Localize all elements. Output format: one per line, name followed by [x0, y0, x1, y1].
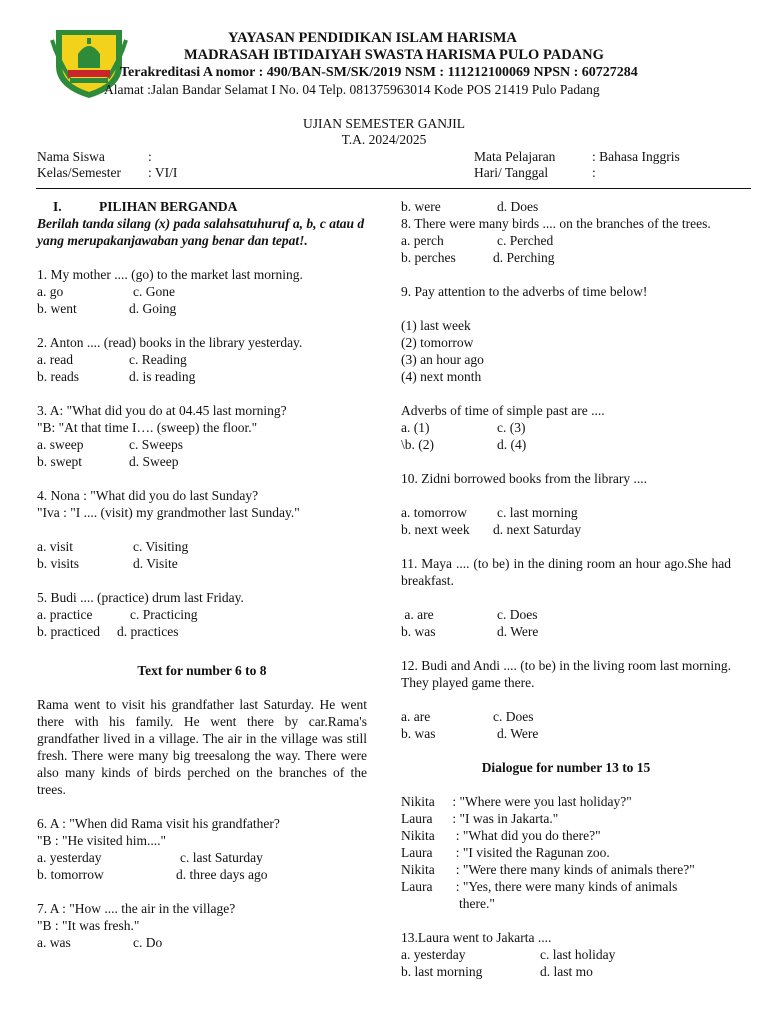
- class-value: : VI/I: [148, 165, 178, 180]
- option[interactable]: c. last morning: [497, 505, 578, 520]
- day-label: Hari/ Tanggal: [474, 165, 549, 180]
- option[interactable]: d. Going: [129, 301, 177, 316]
- option[interactable]: c. Gone: [133, 284, 175, 299]
- dialogue-heading: Dialogue for number 13 to 15: [481, 760, 651, 775]
- foundation-name: YAYASAN PENDIDIKAN ISLAM HARISMA: [228, 30, 517, 46]
- option[interactable]: a. yesterday: [401, 947, 466, 962]
- option[interactable]: c. Practicing: [130, 607, 198, 622]
- dialogue-line: Laura : "I visited the Ragunan zoo.: [401, 845, 610, 860]
- option[interactable]: a. are: [401, 607, 434, 622]
- divider-line: [36, 188, 751, 189]
- school-name: MADRASAH IBTIDAIYAH SWASTA HARISMA PULO PADANG: [184, 47, 604, 63]
- option[interactable]: c. Sweeps: [129, 437, 183, 452]
- option[interactable]: b. was: [401, 624, 436, 639]
- school-header: [0, 26, 768, 106]
- dialogue-line: Nikita : "Where were you last holiday?": [401, 794, 632, 809]
- reading-passage: Rama went to visit his grandfather last Saturday. He went there with his family. He went there by car.Rama's grandfather lived in a village. The air in the village was still fresh. There were many big treesalong the way. There were also many kinds of birds perched on the branches of the trees.: [37, 697, 367, 797]
- option[interactable]: a. yesterday: [37, 850, 102, 865]
- option[interactable]: a. tomorrow: [401, 505, 467, 520]
- dialogue-line: Laura : "I was in Jakarta.": [401, 811, 559, 826]
- class-label: Kelas/Semester: [37, 165, 121, 180]
- option[interactable]: b. last morning: [401, 964, 483, 979]
- question-11: 11. Maya .... (to be) in the dining room an hour ago.She had breakfast. a. are c. Does b. was d. Were: [401, 556, 731, 639]
- option[interactable]: b. visits: [37, 556, 80, 571]
- text-heading: Text for number 6 to 8: [137, 663, 267, 678]
- subject-value: : Bahasa Inggris: [592, 149, 680, 164]
- name-field[interactable]: :: [148, 149, 152, 164]
- option[interactable]: b. tomorrow: [37, 867, 104, 882]
- option[interactable]: d. next Saturday: [493, 522, 582, 537]
- option[interactable]: d. Does: [497, 199, 539, 214]
- option[interactable]: c. Visiting: [133, 539, 189, 554]
- dialogue: [401, 793, 731, 912]
- question-9: 9. Pay attention to the adverbs of time below! (1) last week (2) tomorrow (3) an hour ago (4) next month Adverbs of time of simple past are .... a. (1) c. (3) \b. (2) d. (4): [401, 284, 648, 452]
- option[interactable]: a. perch: [401, 233, 444, 248]
- option[interactable]: b. swept: [37, 454, 82, 469]
- option[interactable]: \b. (2): [401, 437, 434, 452]
- question-13: 13.Laura went to Jakarta .... a. yesterday c. last holiday b. last morning d. last mo: [401, 930, 616, 979]
- address-line: Alamat :Jalan Bandar Selamat I No. 04 Telp. 081375963014 Kode POS 21419 Pulo Padang: [104, 82, 600, 97]
- option[interactable]: d. Perching: [493, 250, 555, 265]
- subject-label: Mata Pelajaran: [474, 149, 556, 164]
- option[interactable]: d. practices: [117, 624, 179, 639]
- section-heading: I. PILIHAN BERGANDA: [53, 199, 238, 214]
- instruction: Berilah tanda silang (x) pada salahsatuhuruf a, b, c atau d yang merupakanjawaban yang benar dan tepat!.: [37, 216, 365, 248]
- exam-title: UJIAN SEMESTER GANJIL: [303, 116, 465, 131]
- option[interactable]: d. is reading: [129, 369, 196, 384]
- option[interactable]: c. Does: [493, 709, 534, 724]
- option[interactable]: c. last Saturday: [180, 850, 263, 865]
- option[interactable]: d. three days ago: [176, 867, 268, 882]
- question-7-continued: [401, 198, 731, 266]
- left-column: [37, 198, 367, 951]
- question-2: 2. Anton .... (read) books in the library yesterday. a. read c. Reading b. reads d. is reading: [37, 335, 303, 384]
- option[interactable]: d. Were: [497, 624, 539, 639]
- dialogue-line: Laura : "Yes, there were many kinds of animals: [401, 879, 678, 894]
- option[interactable]: c. Does: [497, 607, 538, 622]
- option[interactable]: a. was: [37, 935, 71, 950]
- question-3: 3. A: "What did you do at 04.45 last morning? "B: "At that time I…. (sweep) the floor." a. sweep c. Sweeps b. swept d. Sweep: [37, 403, 287, 469]
- option[interactable]: b. went: [37, 301, 77, 316]
- question-7: 7. A : "How .... the air in the village? "B : "It was fresh." a. was c. Do: [37, 901, 236, 950]
- option[interactable]: b. next week: [401, 522, 470, 537]
- option[interactable]: a. visit: [37, 539, 73, 554]
- option[interactable]: b. reads: [37, 369, 79, 384]
- option[interactable]: b. practiced: [37, 624, 100, 639]
- option[interactable]: a. sweep: [37, 437, 84, 452]
- option[interactable]: d. Were: [497, 726, 539, 741]
- option[interactable]: c. Perched: [497, 233, 554, 248]
- dialogue-line: Nikita : "What did you do there?": [401, 828, 601, 843]
- option[interactable]: b. perches: [401, 250, 456, 265]
- option[interactable]: d. (4): [497, 437, 527, 452]
- option[interactable]: c. Reading: [129, 352, 187, 367]
- option[interactable]: a. (1): [401, 420, 430, 435]
- accreditation-line: Terakreditasi A nomor : 490/BAN-SM/SK/2019 NSM : 111212100069 NPSN : 60727284: [120, 65, 638, 80]
- question-10: 10. Zidni borrowed books from the library .... a. tomorrow c. last morning b. next week d. next Saturday: [401, 471, 647, 537]
- question-1: 1. My mother .... (go) to the market last morning. a. go c. Gone b. went d. Going: [37, 267, 303, 316]
- day-field[interactable]: :: [592, 165, 596, 180]
- dialogue-line: Nikita : "Were there many kinds of animals there?": [401, 862, 695, 877]
- option[interactable]: a. read: [37, 352, 73, 367]
- question-5: 5. Budi .... (practice) drum last Friday. a. practice c. Practicing b. practiced d. practices: [37, 590, 244, 639]
- option[interactable]: c. last holiday: [540, 947, 616, 962]
- right-column: [401, 198, 731, 980]
- option[interactable]: a. go: [37, 284, 64, 299]
- dialogue-line: there.": [459, 896, 495, 911]
- option[interactable]: a. are: [401, 709, 431, 724]
- option[interactable]: b. were: [401, 199, 441, 214]
- option[interactable]: c. Do: [133, 935, 163, 950]
- question-12: 12. Budi and Andi .... (to be) in the living room last morning. They played game there. a. are c. Does b. was d. Were: [401, 658, 731, 741]
- question-6: 6. A : "When did Rama visit his grandfather? "B : "He visited him...." a. yesterday c. last Saturday b. tomorrow d. three days ago: [37, 816, 280, 882]
- question-8: 8. There were many birds .... on the branches of the trees.: [401, 216, 711, 231]
- option[interactable]: d. Sweep: [129, 454, 179, 469]
- option[interactable]: a. practice: [37, 607, 93, 622]
- option[interactable]: c. (3): [497, 420, 526, 435]
- exam-year: T.A. 2024/2025: [341, 132, 427, 147]
- option[interactable]: d. last mo: [540, 964, 593, 979]
- option[interactable]: b. was: [401, 726, 436, 741]
- question-4: 4. Nona : "What did you do last Sunday? "Iva : "I .... (visit) my grandmother last Sunday." a. visit c. Visiting b. visits d. Visite: [37, 488, 300, 571]
- name-label: Nama Siswa: [37, 149, 105, 164]
- option[interactable]: d. Visite: [133, 556, 178, 571]
